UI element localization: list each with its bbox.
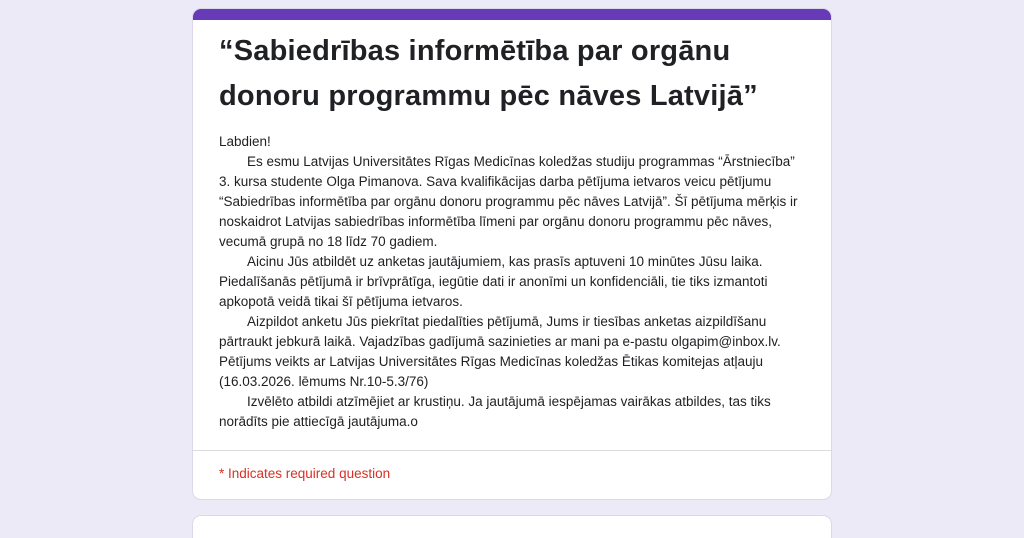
form-header-card (192, 8, 832, 500)
description-paragraph: Aicinu Jūs atbildēt uz anketas jautājumiem, kas prasīs aptuveni 10 minūtes Jūsu laika. Piedalīšanās pētījumā ir brīvprātīga, iegūtie dati ir anonīmi un konfidenciāli, tie tiks izmantoti apkopotā veidā tikai šī pētījuma ietvaros. (219, 254, 768, 309)
description-paragraph: Aizpildot anketu Jūs piekrītat piedalīties pētījumā, Jums ir tiesības anketas aizpildīšanu pārtraukt jebkurā laikā. Vajadzības gadījumā sazinieties ar mani pa e-pastu olgapim@inbox.lv. Pētījums veikts ar Latvijas Universitātes Rīgas Medicīnas koledžas Ētikas komitejas atļauju (16.03.2026. lēmums Nr.10-5.3/76) (219, 314, 781, 389)
description-paragraph: Izvēlēto atbildi atzīmējiet ar krustiņu. Ja jautājumā iespējamas vairākas atbildes, tas tiks norādīts pie attiecīgā jautājuma.o (219, 394, 771, 429)
description-paragraph: Labdien! (219, 134, 271, 149)
form-page (192, 0, 832, 538)
required-note-section (193, 451, 831, 499)
form-theme-accent-bar (193, 9, 831, 20)
form-header-content (193, 20, 831, 450)
required-note: * Indicates required question (219, 466, 391, 481)
description-paragraph: Es esmu Latvijas Universitātes Rīgas Medicīnas koledžas studiju programmas “Ārstniecība” 3. kursa studente Olga Pimanova. Sava kvalifikācijas darba pētījuma ietvaros veicu pētījumu “Sabiedrības informētība par orgānu donoru programmu pēc nāves Latvijā”. Šī pētījuma mērķis ir noskaidrot Latvijas sabiedrības informētība līmeni par orgānu donoru programmu pēc nāves, vecumā grupā no 18 līdz 70 gadiem. (219, 154, 798, 249)
form-description (219, 132, 805, 432)
form-title: “Sabiedrības informētība par orgānu donoru programmu pēc nāves Latvijā” (219, 35, 758, 112)
next-question-card (192, 515, 832, 538)
